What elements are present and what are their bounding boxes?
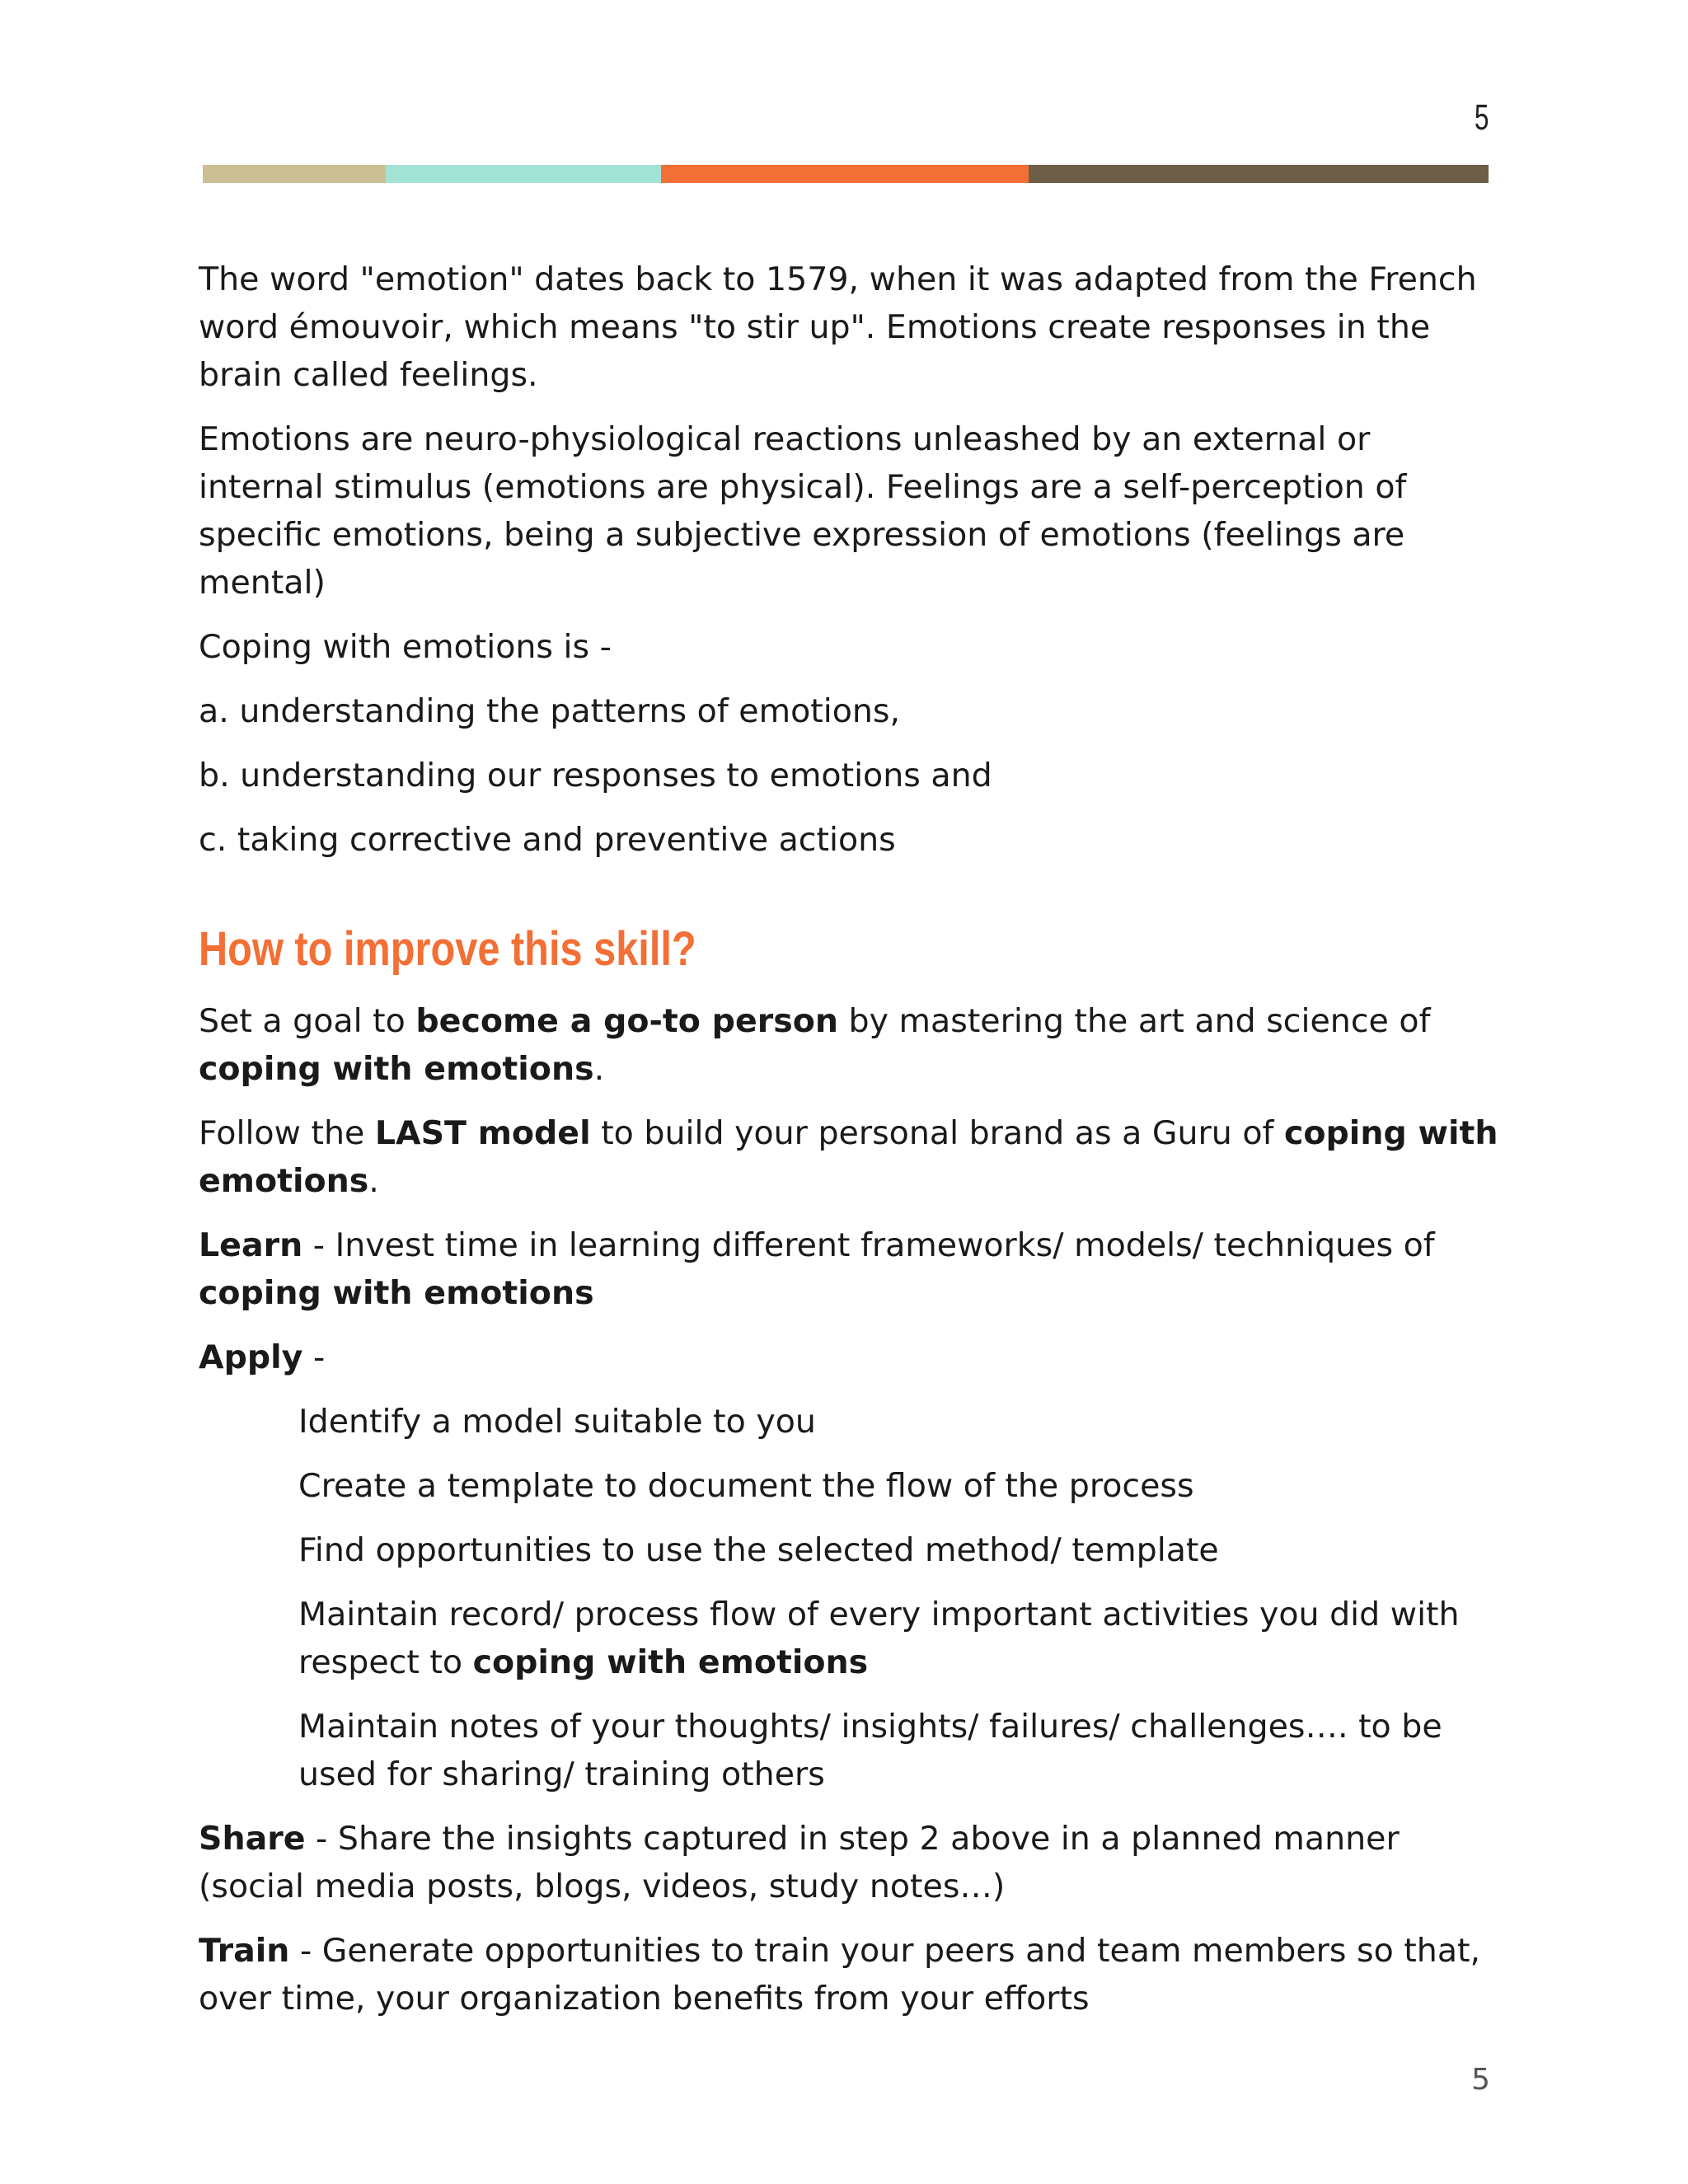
follow-paragraph <box>199 1109 1501 1205</box>
page-number-top: 5 <box>1474 97 1489 138</box>
text: . <box>593 1050 605 1088</box>
bold-text: Learn <box>199 1226 303 1264</box>
bold-text: coping with emotions <box>472 1643 869 1681</box>
text: Maintain record/ process flow of every important activities you did with respect to <box>298 1596 1460 1681</box>
apply-item: Create a template to document the flow of the process <box>298 1467 1194 1505</box>
bold-text: coping with emotions <box>199 1114 1498 1200</box>
text: - <box>302 1338 326 1376</box>
apply-item <box>298 1591 1501 1686</box>
apply-item: Find opportunities to use the selected method/ template <box>298 1531 1219 1569</box>
text: by mastering the art and science of <box>838 1002 1431 1040</box>
section-heading: How to improve this skill? <box>199 922 696 976</box>
share-paragraph <box>199 1815 1501 1910</box>
color-bar-segment <box>386 165 661 183</box>
text: - Share the insights captured in step 2 above in a planned manner (social media posts, blogs, videos, study notes…) <box>199 1820 1400 1905</box>
color-bar-segment <box>203 165 386 183</box>
goal-paragraph <box>199 997 1501 1093</box>
text: . <box>368 1162 379 1200</box>
bold-text: coping with emotions <box>199 1274 594 1312</box>
list-item: c. taking corrective and preventive actions <box>199 821 896 859</box>
page-content <box>199 255 1501 2039</box>
bold-text: Share <box>199 1820 306 1858</box>
intro-paragraph-2: Emotions are neuro-physiological reactions unleashed by an external or internal stimulus (emotions are physical). Feelings are a self-perception of specific emotions, being a subjective expression of emotions (feelings are mental) <box>199 420 1407 602</box>
train-paragraph <box>199 1927 1501 2022</box>
list-item: b. understanding our responses to emotions and <box>199 757 992 794</box>
header-color-bar <box>203 165 1489 183</box>
text: - Invest time in learning different frameworks/ models/ techniques of <box>302 1226 1435 1264</box>
text: to build your personal brand as a Guru of <box>590 1114 1284 1152</box>
color-bar-segment <box>1029 165 1489 183</box>
text: Set a goal to <box>199 1002 416 1040</box>
apply-item: Identify a model suitable to you <box>298 1403 816 1441</box>
intro-paragraph-1: The word "emotion" dates back to 1579, when it was adapted from the French word émouvoir, which means "to stir up". Emotions create responses in the brain called feelings. <box>199 260 1477 394</box>
page-number-bottom: 5 <box>1471 2063 1490 2097</box>
bold-text: Apply <box>199 1338 303 1376</box>
bold-text: become a go-to person <box>415 1002 838 1040</box>
intro-paragraph-3: Coping with emotions is - <box>199 628 612 666</box>
bold-text: LAST model <box>374 1114 591 1152</box>
bold-text: coping with emotions <box>199 1050 594 1088</box>
bold-text: Train <box>199 1932 290 1970</box>
text: Follow the <box>199 1114 375 1152</box>
learn-paragraph <box>199 1221 1501 1317</box>
text: - Generate opportunities to train your peers and team members so that, over time, your organization benefits from your efforts <box>199 1932 1481 2018</box>
list-item: a. understanding the patterns of emotions, <box>199 692 901 730</box>
apply-item: Maintain notes of your thoughts/ insights/ failures/ challenges…. to be used for sharing/ training others <box>298 1708 1442 1793</box>
color-bar-segment <box>661 165 1029 183</box>
apply-paragraph <box>199 1333 1501 1381</box>
